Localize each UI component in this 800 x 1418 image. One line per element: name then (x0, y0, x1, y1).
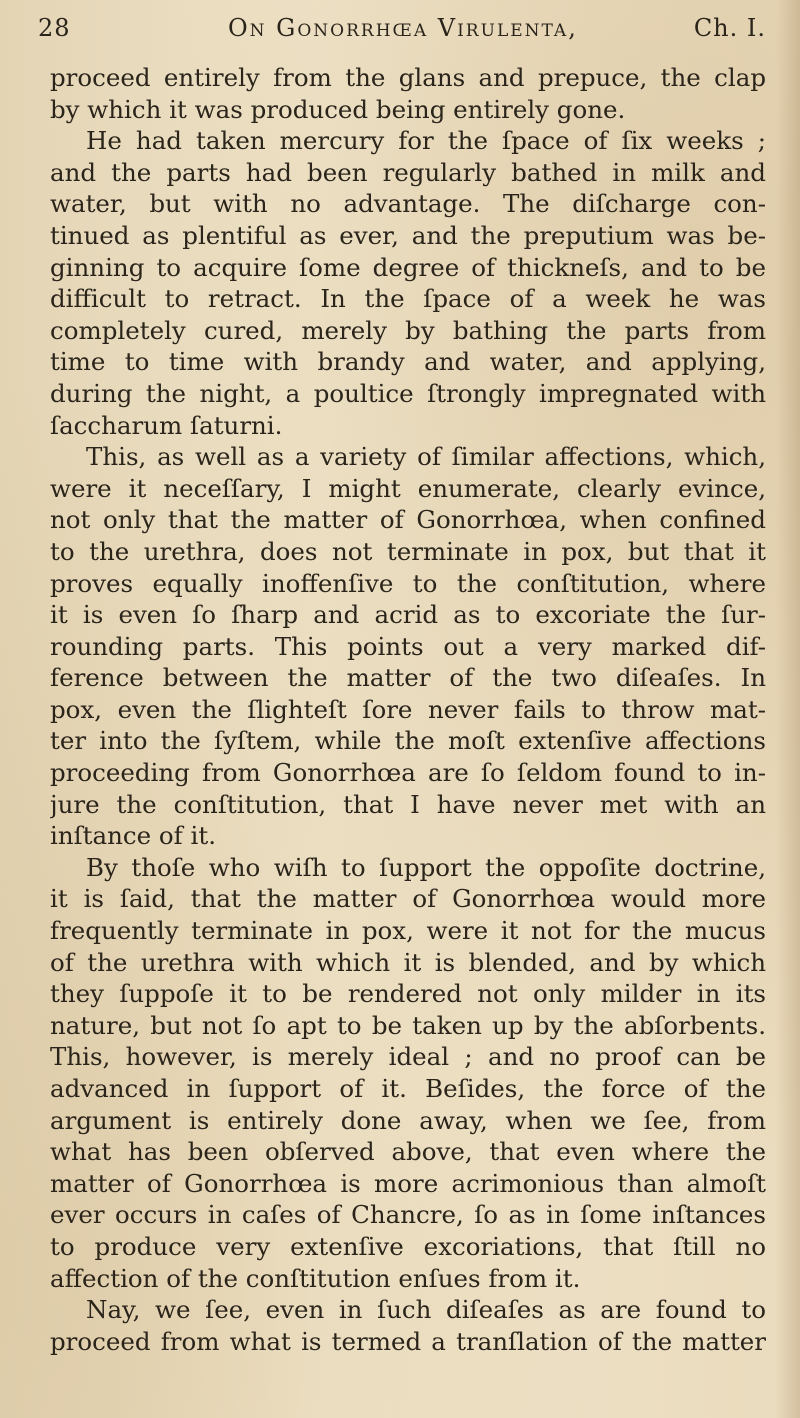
text-line: it is even ſo ſharp and acrid as to excoriate the ſur- (50, 600, 766, 630)
text-line: ſaccharum ſaturni. (50, 410, 283, 440)
text-line: water, but with no advantage. The diſcharge con- (50, 189, 766, 219)
text-line: argument is entirely done away, when we ſee, from (50, 1105, 766, 1135)
text-line: they ſuppoſe it to be rendered not only milder in its (50, 979, 766, 1009)
text-line: completely cured, merely by bathing the parts from (50, 315, 766, 345)
text-line: This, however, is merely ideal ; and no proof can be (50, 1042, 766, 1072)
text-line: by which it was produced being entirely gone. (50, 94, 626, 124)
text-line: jure the conſtitution, that I have never met with an (50, 789, 766, 819)
text-line: rounding parts. This points out a very marked dif- (50, 631, 766, 661)
text-line: were it neceſſary, I might enumerate, clearly evince, (50, 473, 766, 503)
text-line: it is ſaid, that the matter of Gonorrhœa would more (50, 884, 766, 914)
text-line: to produce very extenſive excoriations, that ſtill no (50, 1231, 766, 1261)
text-line: pox, even the ſlighteſt ſore never fails to throw mat- (50, 694, 766, 724)
text-line: ference between the matter of the two diſeaſes. In (50, 663, 766, 693)
text-line: matter of Gonorrhœa is more acrimonious than almoſt (50, 1168, 766, 1198)
text-line: affection of the conſtitution enſues from it. (50, 1263, 581, 1293)
text-line: nature, but not ſo apt to be taken up by the abſorbents. (50, 1010, 766, 1040)
text-line: ever occurs in caſes of Chancre, ſo as in ſome inſtances (50, 1200, 766, 1230)
text-line: difficult to retract. In the ſpace of a week he was (50, 284, 766, 314)
text-line: By thoſe who wiſh to ſupport the oppoſite doctrine, (86, 852, 766, 882)
chapter-label: Ch. I. (693, 14, 766, 42)
page-number: 28 (38, 14, 71, 42)
text-line: tinued as plentiful as ever, and the preputium was be- (50, 220, 766, 250)
text-line: proceeding from Gonorrhœa are ſo ſeldom found to in- (50, 758, 766, 788)
text-line: He had taken mercury for the ſpace of ſix weeks ; (86, 126, 766, 156)
text-line: time to time with brandy and water, and applying, (50, 347, 766, 377)
text-line: of the urethra with which it is blended, and by which (50, 947, 766, 977)
text-line: proves equally inoffenſive to the conſtitution, where (50, 568, 766, 598)
text-line: advanced in ſupport of it. Beſides, the force of the (50, 1074, 766, 1103)
text-line: proceed from what is termed a tranſlation of the matter (50, 1326, 766, 1356)
running-title: On Gonorrhœa Virulenta, (228, 14, 578, 42)
text-line: Nay, we ſee, even in ſuch diſeaſes as are found to (86, 1295, 766, 1325)
text-line: to the urethra, does not terminate in pox, but that it (50, 536, 766, 566)
text-line: during the night, a poultice ſtrongly impregnated with (50, 378, 766, 408)
body-text (50, 62, 766, 1357)
text-line: and the parts had been regularly bathed in milk and (50, 157, 766, 187)
text-line: what has been obſerved above, that even where the (50, 1137, 766, 1167)
text-line: proceed entirely from the glans and prepuce, the clap (50, 63, 766, 92)
text-line: This, as well as a variety of ſimilar affections, which, (86, 442, 766, 472)
text-line: frequently terminate in pox, were it not for the mucus (50, 916, 766, 946)
text-line: inſtance of it. (50, 821, 216, 851)
text-line: not only that the matter of Gonorrhœa, when confined (50, 505, 766, 535)
text-line: ter into the ſyſtem, while the moſt extenſive affections (50, 726, 766, 756)
page-header (38, 14, 766, 54)
text-line: ginning to acquire ſome degree of thickneſs, and to be (50, 252, 766, 282)
